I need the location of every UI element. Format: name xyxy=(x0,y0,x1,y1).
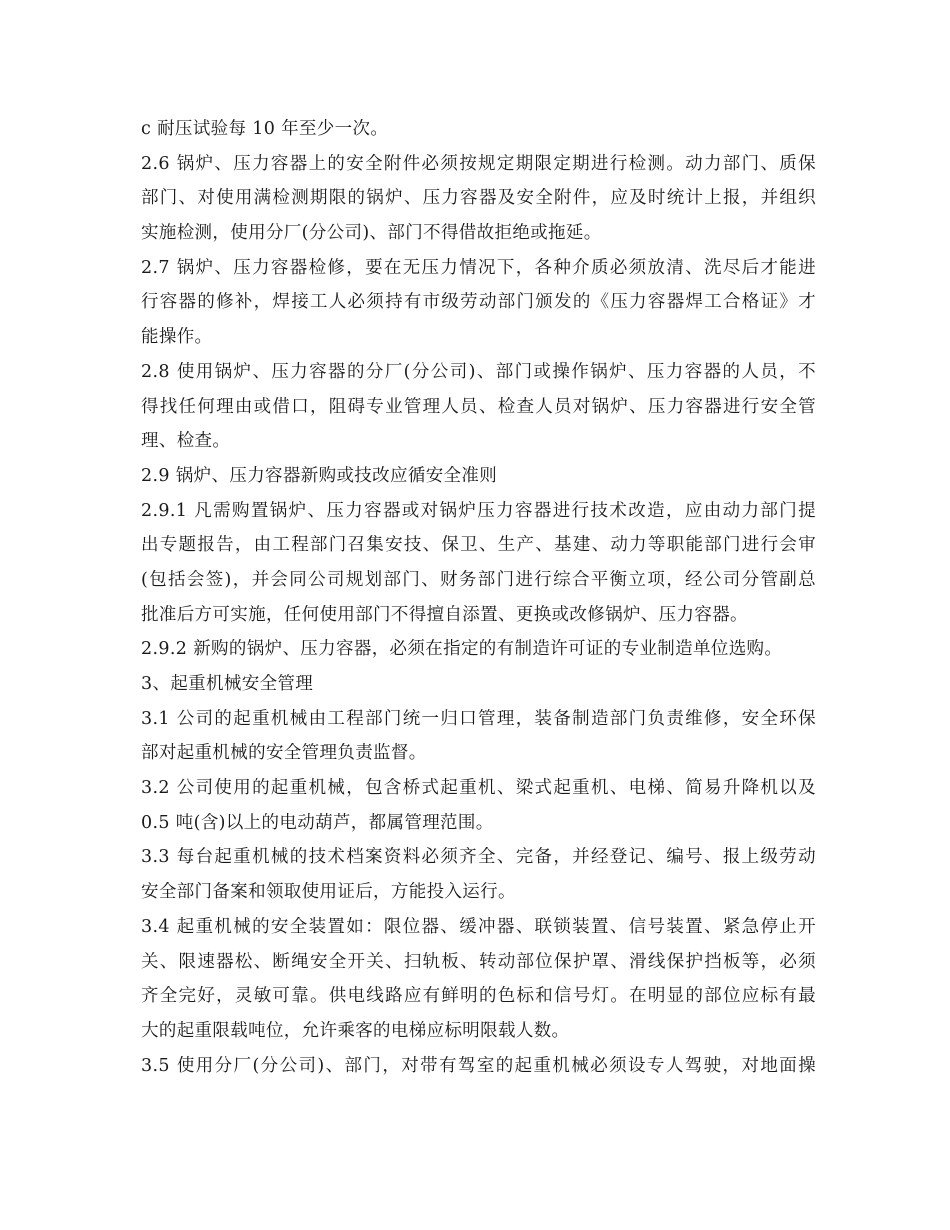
text-line: 部门、对使用满检测期限的锅炉、压力容器及安全附件，应及时统计上报，并组织 xyxy=(141,188,816,209)
text-line: 2.7 锅炉、压力容器检修，要在无压力情况下，各种介质必须放清、洗尽后才能进 xyxy=(141,257,816,278)
text-line: 批准后方可实施，任何使用部门不得擅自添置、更换或改修锅炉、压力容器。 xyxy=(141,604,748,625)
text-line: 齐全完好，灵敏可靠。供电线路应有鲜明的色标和信号灯。在明显的部位应标有最 xyxy=(141,986,816,1007)
text-line: 得找任何理由或借口，阻碍专业管理人员、检查人员对锅炉、压力容器进行安全管 xyxy=(141,396,816,417)
text-line: 关、限速器松、断绳安全开关、扫轨板、转动部位保护罩、滑线保护挡板等，必须 xyxy=(141,951,816,972)
text-line: c 耐压试验每 10 年至少一次。 xyxy=(141,119,389,139)
text-line: 2.8 使用锅炉、压力容器的分厂(分公司)、部门或操作锅炉、压力容器的人员，不 xyxy=(141,361,816,382)
text-line: 2.9.2 新购的锅炉、压力容器，必须在指定的有制造许可证的专业制造单位选购。 xyxy=(141,639,783,660)
text-line: 3.4 起重机械的安全装置如：限位器、缓冲器、联锁装置、信号装置、紧急停止开 xyxy=(141,916,816,937)
text-line: 能操作。 xyxy=(141,327,213,348)
text-line: 3.5 使用分厂(分公司)、部门，对带有驾室的起重机械必须设专人驾驶，对地面操 xyxy=(141,1055,816,1076)
text-line: (包括会签)，并会同公司规划部门、财务部门进行综合平衡立项，经公司分管副总 xyxy=(141,569,816,590)
text-line: 2.9 锅炉、压力容器新购或技改应循安全准则 xyxy=(141,465,498,486)
text-line: 实施检测，使用分厂(分公司)、部门不得借故拒绝或拖延。 xyxy=(141,223,602,244)
text-line: 理、检查。 xyxy=(141,431,231,452)
text-line: 部对起重机械的安全管理负责监督。 xyxy=(141,743,427,764)
text-line: 3.2 公司使用的起重机械，包含桥式起重机、梁式起重机、电梯、简易升降机以及 xyxy=(141,778,816,799)
text-line: 3.3 每台起重机械的技术档案资料必须齐全、完备，并经登记、编号、报上级劳动 xyxy=(141,847,816,868)
text-line: 大的起重限载吨位，允许乘客的电梯应标明限载人数。 xyxy=(141,1020,570,1041)
text-line: 出专题报告，由工程部门召集安技、保卫、生产、基建、动力等职能部门进行会审 xyxy=(141,535,816,556)
text-line: 3.1 公司的起重机械由工程部门统一归口管理，装备制造部门负责维修，安全环保 xyxy=(141,708,816,729)
document-body xyxy=(141,112,816,1083)
text-line: 安全部门备案和领取使用证后，方能投入运行。 xyxy=(141,882,516,903)
text-line: 2.6 锅炉、压力容器上的安全附件必须按规定期限定期进行检测。动力部门、质保 xyxy=(141,153,816,174)
text-line: 0.5 吨(含)以上的电动葫芦，都属管理范围。 xyxy=(141,812,494,833)
text-line: 行容器的修补，焊接工人必须持有市级劳动部门颁发的《压力容器焊工合格证》才 xyxy=(141,292,816,313)
text-line: 2.9.1 凡需购置锅炉、压力容器或对锅炉压力容器进行技术改造，应由动力部门提 xyxy=(141,500,816,521)
text-line: 3、起重机械安全管理 xyxy=(141,674,314,694)
